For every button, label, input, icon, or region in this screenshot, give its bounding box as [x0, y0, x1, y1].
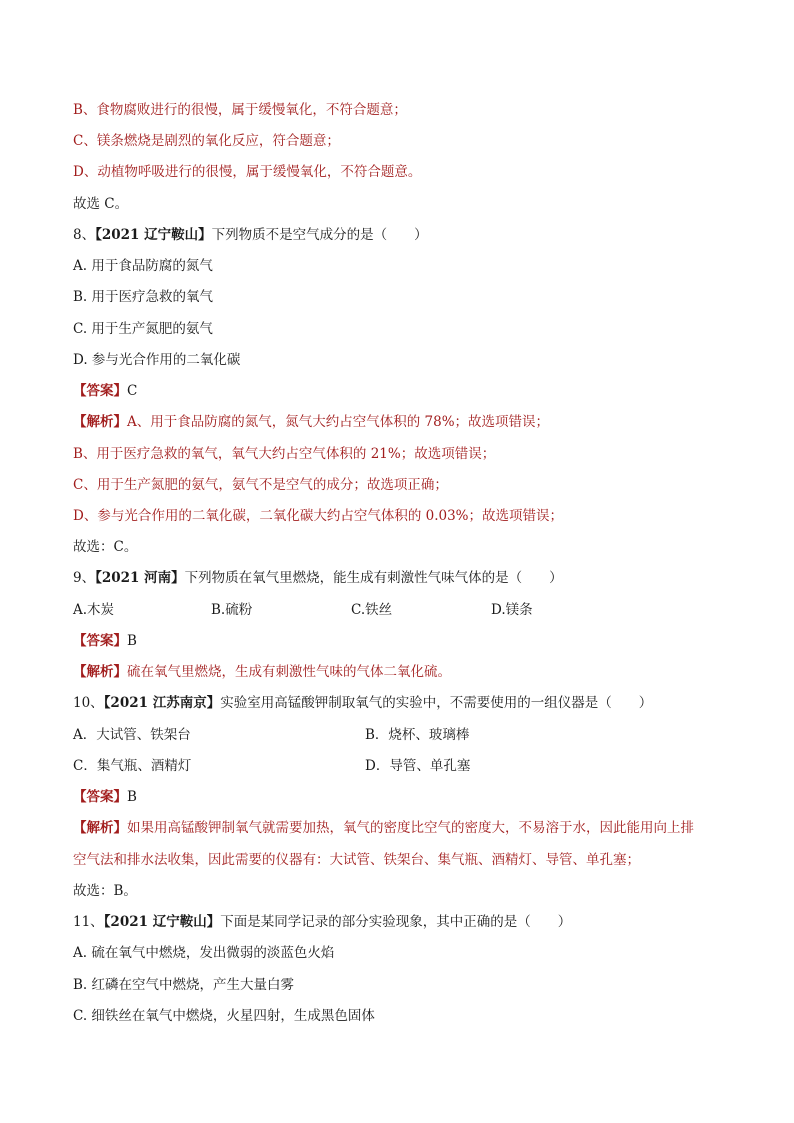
q10-source: 【2021 江苏南京】	[103, 695, 221, 711]
q11-question	[73, 912, 571, 932]
q10-number: 10、	[73, 695, 104, 711]
q8-analysis-tag: 【解析】	[73, 414, 127, 430]
q9-question	[73, 568, 563, 588]
q10-analysis	[73, 818, 694, 838]
q10-answer-value: B	[127, 789, 137, 805]
q8-option-d: D. 参与光合作用的二氧化碳	[73, 352, 241, 368]
q8-question	[73, 225, 428, 245]
q9-analysis-text: 硫在氧气里燃烧，生成有刺激性气味的气体二氧化硫。	[127, 664, 451, 680]
q8-analysis-a: A、用于食品防腐的氮气，氮气大约占空气体积的 78%；故选项错误；	[127, 414, 550, 430]
q7-result: 故选 C。	[73, 196, 129, 212]
q11-option-c: C. 细铁丝在氧气中燃烧，火星四射，生成黑色固体	[73, 1008, 375, 1024]
q8-number: 8、	[73, 227, 96, 243]
q11-number: 11、	[73, 914, 104, 930]
q8-analysis-b: B、用于医疗急救的氧气，氧气大约占空气体积的 21%；故选项错误；	[73, 446, 496, 462]
q9-source: 【2021 河南】	[95, 570, 185, 586]
q9-answer-tag: 【答案】	[73, 633, 127, 649]
q10-option-b: B．烧杯、玻璃棒	[365, 727, 470, 743]
q9-number: 9、	[73, 570, 96, 586]
q8-option-c: C. 用于生产氮肥的氨气	[73, 321, 213, 337]
q8-answer-value: C	[127, 383, 138, 399]
q8-option-b: B. 用于医疗急救的氧气	[73, 289, 214, 305]
q9-option-a: A.木炭	[73, 602, 115, 618]
q11-option-a: A. 硫在氧气中燃烧，发出微弱的淡蓝色火焰	[73, 945, 335, 961]
q7-option-b-explanation: B、食物腐败进行的很慢，属于缓慢氧化，不符合题意；	[73, 102, 407, 118]
q9-option-c: C.铁丝	[351, 602, 393, 618]
q10-analysis-line1: 如果用高锰酸钾制氧气就需要加热，氧气的密度比空气的密度大，不易溶于水，因此能用向上排	[127, 820, 694, 836]
q7-option-d-explanation: D、动植物呼吸进行的很慢，属于缓慢氧化，不符合题意。	[73, 164, 422, 180]
q10-question	[73, 693, 652, 713]
q7-option-c-explanation: C、镁条燃烧是剧烈的氧化反应，符合题意；	[73, 133, 340, 149]
q8-stem: 下列物质不是空气成分的是（ ）	[211, 227, 428, 243]
q10-analysis-tag: 【解析】	[73, 820, 127, 836]
q10-result: 故选：B。	[73, 883, 137, 899]
q10-analysis-line2: 空气法和排水法收集，因此需要的仪器有：大试管、铁架台、集气瓶、酒精灯、导管、单孔塞；	[73, 852, 640, 868]
q9-answer	[73, 631, 137, 651]
q8-option-a: A. 用于食品防腐的氮气	[73, 258, 213, 274]
q9-answer-value: B	[127, 633, 137, 649]
q8-analysis-d: D、参与光合作用的二氧化碳，二氧化碳大约占空气体积的 0.03%；故选项错误；	[73, 508, 564, 524]
q8-result: 故选：C。	[73, 539, 138, 555]
q9-analysis	[73, 662, 451, 682]
q8-analysis-c: C、用于生产氮肥的氨气，氨气不是空气的成分；故选项正确；	[73, 477, 448, 493]
q9-stem: 下列物质在氧气里燃烧，能生成有刺激性气味气体的是（ ）	[184, 570, 563, 586]
q10-answer	[73, 787, 137, 807]
q11-source: 【2021 辽宁鞍山】	[103, 914, 221, 930]
q8-answer	[73, 381, 137, 401]
q9-option-b: B.硫粉	[211, 602, 253, 618]
q10-stem: 实验室用高锰酸钾制取氧气的实验中，不需要使用的一组仪器是（ ）	[220, 695, 653, 711]
q9-option-d: D.镁条	[491, 602, 533, 618]
q10-option-c: C．集气瓶、酒精灯	[73, 758, 192, 774]
q8-source: 【2021 辽宁鞍山】	[95, 227, 212, 243]
q10-option-a: A．大试管、铁架台	[73, 727, 191, 743]
q10-answer-tag: 【答案】	[73, 789, 127, 805]
q9-analysis-tag: 【解析】	[73, 664, 127, 680]
q8-answer-tag: 【答案】	[73, 383, 127, 399]
q11-option-b: B. 红磷在空气中燃烧，产生大量白雾	[73, 977, 295, 993]
q11-stem: 下面是某同学记录的部分实验现象，其中正确的是（ ）	[220, 914, 572, 930]
q8-analysis	[73, 412, 549, 432]
q10-option-d: D．导管、单孔塞	[365, 758, 471, 774]
